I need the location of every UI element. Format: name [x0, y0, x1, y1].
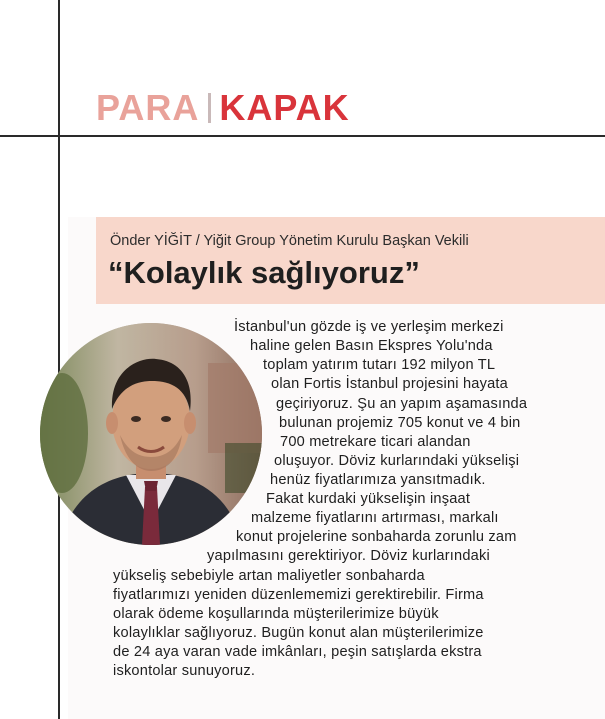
portrait-photo — [40, 323, 262, 545]
body-line: malzeme fiyatlarını artırması, markalı — [251, 510, 499, 526]
body-line: 700 metrekare ticari alandan — [280, 434, 471, 450]
byline: Önder YİĞİT / Yiğit Group Yönetim Kurulu Başkan Vekili — [110, 233, 469, 249]
body-line: oluşuyor. Döviz kurlarındaki yükselişi — [274, 453, 520, 469]
body-line: fiyatlarımızı yeniden düzenlememizi gerektirebilir. Firma — [113, 587, 484, 603]
body-line: henüz fiyatlarımıza yansıtmadık. — [270, 472, 486, 488]
section-label: PARA — [96, 87, 200, 128]
body-line: konut projelerine sonbaharda zorunlu zam — [236, 529, 517, 545]
body-line: de 24 aya varan vade imkânları, peşin satışlarda ekstra — [113, 644, 482, 660]
body-line: yapılmasını gerektiriyor. Döviz kurlarındaki — [207, 548, 490, 564]
body-line: İstanbul'un gözde iş ve yerleşim merkezi — [234, 319, 504, 335]
body-line: Fakat kurdaki yükselişin inşaat — [266, 491, 471, 507]
headline: “Kolaylık sağlıyoruz” — [108, 255, 420, 290]
horizontal-rule — [0, 135, 605, 137]
body-line: haline gelen Basın Ekspres Yolu'nda — [250, 338, 493, 354]
header-separator — [208, 93, 211, 123]
body-line: olan Fortis İstanbul projesini hayata — [271, 376, 508, 392]
vertical-rule — [58, 0, 60, 719]
portrait-image — [40, 323, 262, 545]
body-line: geçiriyoruz. Şu an yapım aşamasında — [276, 396, 528, 412]
body-line: iskontolar sunuyoruz. — [113, 663, 256, 679]
category-label: KAPAK — [219, 87, 350, 128]
body-line: yükseliş sebebiyle artan maliyetler sonbaharda — [113, 568, 425, 584]
body-line: kolaylıklar sağlıyoruz. Bugün konut alan müşterilerimize — [113, 625, 484, 641]
section-header — [96, 88, 350, 128]
body-line: toplam yatırım tutarı 192 milyon TL — [263, 357, 496, 373]
body-line: olarak ödeme koşullarında müşterilerimize büyük — [113, 606, 439, 622]
body-line: bulunan projemiz 705 konut ve 4 bin — [279, 415, 521, 431]
